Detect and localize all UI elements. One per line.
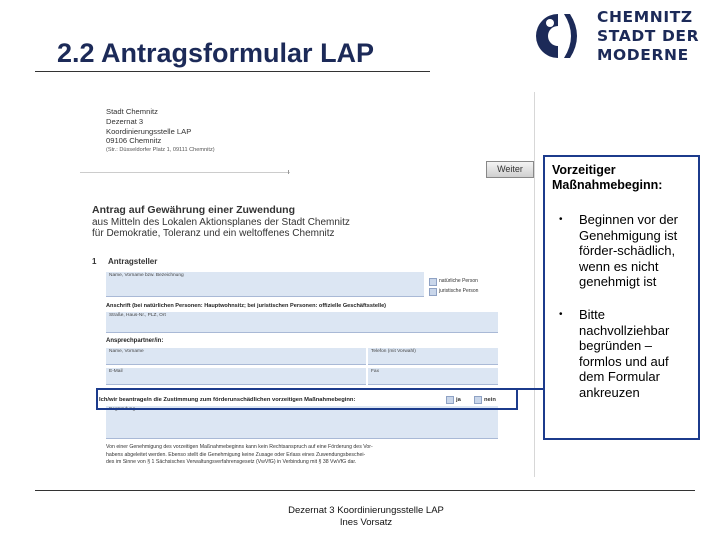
address-line: 09106 Chemnitz	[106, 136, 162, 146]
consent-highlight-frame	[96, 388, 518, 410]
address-line: Koordinierungsstelle LAP	[106, 126, 192, 136]
title-underline	[35, 71, 430, 72]
email-label: E-Mail	[109, 369, 123, 374]
natural-person-label: natürliche Person	[439, 278, 478, 284]
legal-person-label: juristische Person	[439, 288, 479, 294]
fax-label: Fax	[371, 369, 379, 374]
address-heading: Anschrift (bei natürlichen Personen: Hauptwohnsitz; bei juristischen Personen: offizielle Geschäftsstelle)	[106, 303, 387, 309]
application-form-image	[80, 92, 535, 477]
callout-item-text: Bitte nachvollziehbar begründen – formlos und auf dem Formular ankreuzen	[579, 306, 670, 400]
logo-line-2: STADT DER	[597, 27, 700, 45]
notice-line: des im Sinne von § 1 Sächsisches Verwaltungsverfahrensgesetz (VwVfG) in Verbindung mit § 38 VwVfG dar.	[106, 459, 357, 466]
form-heading-title: Antrag auf Gewährung einer Zuwendung	[92, 204, 296, 216]
bullet-icon: •	[559, 308, 563, 320]
contact-name-label: Name, Vorname	[109, 349, 144, 354]
reason-field[interactable]	[106, 406, 498, 439]
section-title: Antragsteller	[108, 257, 158, 266]
logo-wordmark	[597, 8, 699, 65]
early-start-consent-text: Ich/wir beantrage/n die Zustimmung zum förderunschädlichen vorzeitigen Maßnahmebeginn:	[99, 397, 356, 403]
recipient-address	[106, 107, 215, 156]
consent-yes-label: ja	[456, 397, 461, 403]
natural-person-checkbox[interactable]	[429, 278, 437, 286]
legal-person-checkbox[interactable]	[429, 288, 437, 296]
footer	[0, 505, 720, 528]
reason-label: Begründung	[109, 407, 136, 412]
notice-line: Von einer Genehmigung des vorzeitigen Maßnahmebeginns kann kein Rechtsanspruch auf eine Förderung des Vor-	[106, 444, 373, 450]
phone-label: Telefon (mit Vorwahl)	[371, 349, 416, 354]
callout-item	[559, 212, 695, 290]
form-heading-line: aus Mitteln des Lokalen Aktionsplanes der Stadt Chemnitz	[92, 216, 350, 228]
footer-department: Dezernat 3 Koordinierungsstelle LAP	[288, 505, 444, 516]
early-start-callout	[543, 155, 700, 440]
callout-list	[559, 212, 695, 418]
form-heading	[92, 205, 350, 240]
callout-item-text: Beginnen vor der Genehmigung ist förder-schädlich, wenn es nicht genehmigt ist	[579, 212, 679, 290]
footer-author: Ines Vorsatz	[339, 516, 393, 528]
email-field[interactable]	[106, 368, 366, 385]
section-number: 1	[92, 257, 97, 266]
footer-rule	[35, 490, 695, 491]
weiter-button[interactable]: Weiter	[486, 161, 534, 178]
callout-connector	[518, 388, 543, 390]
legal-notice	[106, 444, 373, 467]
address-small: (Str.: Düsseldorfer Platz 1, 09111 Chemnitz)	[106, 147, 215, 154]
street-label: Straße, Haus-Nr., PLZ, Ort	[109, 313, 166, 318]
contact-heading: Ansprechpartner/in:	[106, 338, 164, 344]
slide-title: 2.2 Antragsformular LAP	[57, 38, 375, 68]
consent-no-label: nein	[484, 397, 496, 403]
logo-line-1: CHEMNITZ	[597, 8, 693, 26]
bullet-icon: •	[559, 214, 563, 225]
form-heading-line: für Demokratie, Toleranz und ein weltoffenes Chemnitz	[92, 228, 335, 239]
address-line: Dezernat 3	[106, 116, 144, 126]
contact-name-field[interactable]	[106, 348, 366, 365]
form-edge	[534, 92, 535, 477]
notice-line: habens abgeleitet werden. Ebenso stellt die Genehmigung keine Zusage oder Erlass eines Zuwendungsbeschei-	[106, 451, 366, 458]
callout-title: Vorzeitiger Maßnahmebeginn:	[552, 163, 663, 192]
address-line: Stadt Chemnitz	[106, 107, 158, 116]
applicant-name-label: Name, Vorname bzw. Bezeichnung	[109, 273, 184, 278]
fax-field[interactable]	[368, 368, 498, 385]
callout-item	[559, 307, 695, 401]
logo-line-3: MODERNE	[597, 46, 689, 64]
fold-mark	[288, 170, 289, 174]
address-rule	[80, 172, 290, 173]
